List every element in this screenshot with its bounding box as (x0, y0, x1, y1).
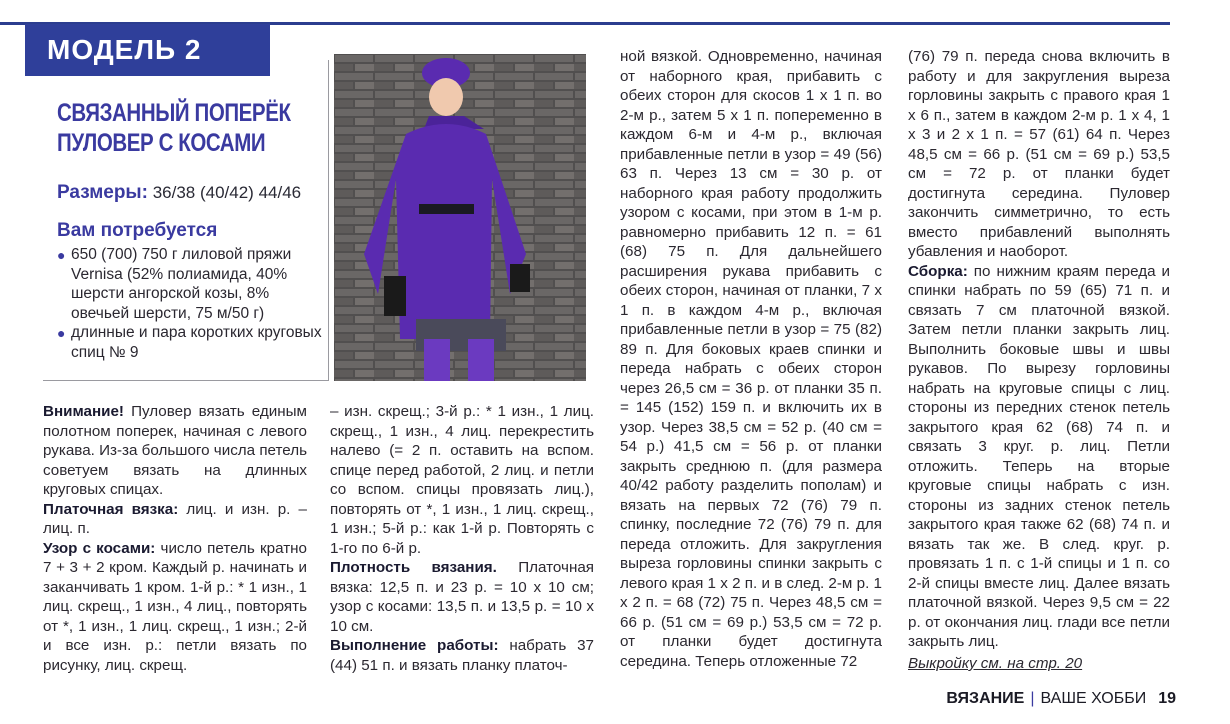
bullet-icon: ● (57, 247, 66, 263)
page-footer (946, 690, 1176, 708)
text-column-1: Внимание! Пуловер вязать единым полотном поперек, начиная с левого рукава. Из-за большого числа петель советуем вязать на длинных круговых спицах. Платочная вязка: лиц. и изн. р. – лиц. п. Узор с косами: число петель кратно 7 + 3 + 2 кром. Каждый р. начинать и заканчивать 1 кром. 1-й р.: * 1 изн., 1 лиц. скрещ., 1 изн., 4 лиц., повторять от *, 1 изн., 1 лиц. скрещ., 1 изн.; 2-й и все изн. р.: петли вязать по рисунку, лиц. скрещ. (43, 403, 307, 674)
sizes (57, 182, 301, 204)
list-item: ● длинные и пара коротких круговых спиц № 9 (57, 324, 322, 361)
text-column-3: ной вязкой. Одновременно, начиная от наборного края, прибавить с обеих сторон для скосов 1 x 1 п. во 2-м р., затем 5 x 1 п. попеременно в каждом 6-м и 4-м р., включая прибавленные петли в узор = 49 (56) 63 п. Через 13 см = 30 р. от наборного края работу продолжить узором с косами, при этом в 1-м р. равномерно прибавить 12 п. = 61 (68) 75 п. Для дальнейшего расширения рукава прибавить с обеих сторон, начиная от планки, 7 x 1 п. в каждом 4-м р., включая прибавленные петли в узор = 75 (82) 89 п. Для боковых краев спинки и переда набрать с обеих сторон через 26,5 см = 36 р. от планки 35 п. = 145 (152) 159 п. и включить их в узор. Через 38,5 см = 52 р. (40 см = 54 р.) 41,5 см = 56 р. от планки закрыть среднюю п. (для размера 40/42 работу разделить пополам) и вязать на первых 72 (76) 79 п. спинку, последние 72 (76) 79 п. для переда отложить. Для закругления выреза горловины спинки закрыть с левого края 1 x 2 п. и в след. 2-м р. 1 x 2 п. = 68 (72) 75 п. Через 48,5 см = 66 р. (51 см = 69 р.) 53,5 см = 72 р. от планки будет достигнута середина. Теперь отложенные 72 (620, 48, 882, 670)
model-label: МОДЕЛЬ 2 (25, 24, 270, 76)
article-title: СВЯЗАННЫЙ ПОПЕРЁК ПУЛОВЕР С КОСАМИ (57, 99, 291, 157)
bullet-icon: ● (57, 325, 66, 341)
text-column-4: (76) 79 п. переда снова включить в работу и для закругления выреза горловины закрыть с правого края 1 x 6 п., затем в каждом 2-м р. 1 x 4, 1 x 3 и 2 x 1 п. = 57 (61) 64 п. Через 48,5 см = 66 р. (51 см = 69 р.) 53,5 см = 72 р. от планки будет достигнута середина. Пуловер закончить симметрично, то есть вместо прибавлений выполнять убавления и наоборот. Сборка: по нижним краям переда и спинки набрать по 59 (65) 71 п. и связать 7 см платочной вязкой. Затем петли планки закрыть лиц. Выполнить боковые швы и швы рукавов. По вырезу горловины набрать на круговые спицы с лиц. стороны из передних стенок петель закрытого края 62 (68) 74 п. и связать 3 круг. р. лиц. Петли отложить. Теперь на вторые круговые спицы набрать с изн. стороны из задних стенок петель закрытого края также 62 (68) 74 п. и вязать так же. В след. круг. р. провязать 1 п. с 1-й спицы и 1 п. со 2-й спицы вместе лиц. Далее вязать платочной вязкой. Через 9,5 см = 22 р. от окончания лиц. глади все петли закрыть лиц. (908, 48, 1170, 650)
model-photo (334, 54, 586, 381)
list-item: ● 650 (700) 750 г лиловой пряжи Vernisa (52% полиамида, 40% шерсти ангорской козы, 8% овечьей шерсти, 75 м/50 г) (57, 246, 292, 322)
materials-title: Вам потребуется (57, 220, 218, 241)
materials-list (57, 245, 322, 362)
sizes-label: Размеры: (57, 182, 148, 203)
photo-illustration (334, 54, 586, 381)
section-name: ВАШЕ ХОББИ (1040, 690, 1147, 707)
magazine-name: ВЯЗАНИЕ (946, 690, 1025, 707)
page-number: 19 (1158, 690, 1176, 707)
text-column-2: – изн. скрещ.; 3-й р.: * 1 изн., 1 лиц. скрещ., 1 изн., 4 лиц. перекрестить налево (= 2 п. оставить на вспом. спице перед работой, 2 лиц. и петли со вспом. спицы провязать лиц.), повторять от *, 1 изн., 1 лиц. скрещ., 1 изн.; 5-й р.: как 1-й р. Повторять с 1-го по 6-й р. Плотность вязания. Платочная вязка: 12,5 п. и 23 р. = 10 x 10 см; узор с косами: 13,5 п. и 13,5 р. = 10 x 10 см. Выполнение работы: набрать 37 (44) 51 п. и вязать планку платоч- (330, 403, 595, 674)
pattern-reference-link[interactable]: Выкройку см. на стр. 20 (908, 655, 1083, 672)
sizes-value: 36/38 (40/42) 44/46 (152, 183, 302, 202)
footer-separator: | (1030, 690, 1035, 707)
